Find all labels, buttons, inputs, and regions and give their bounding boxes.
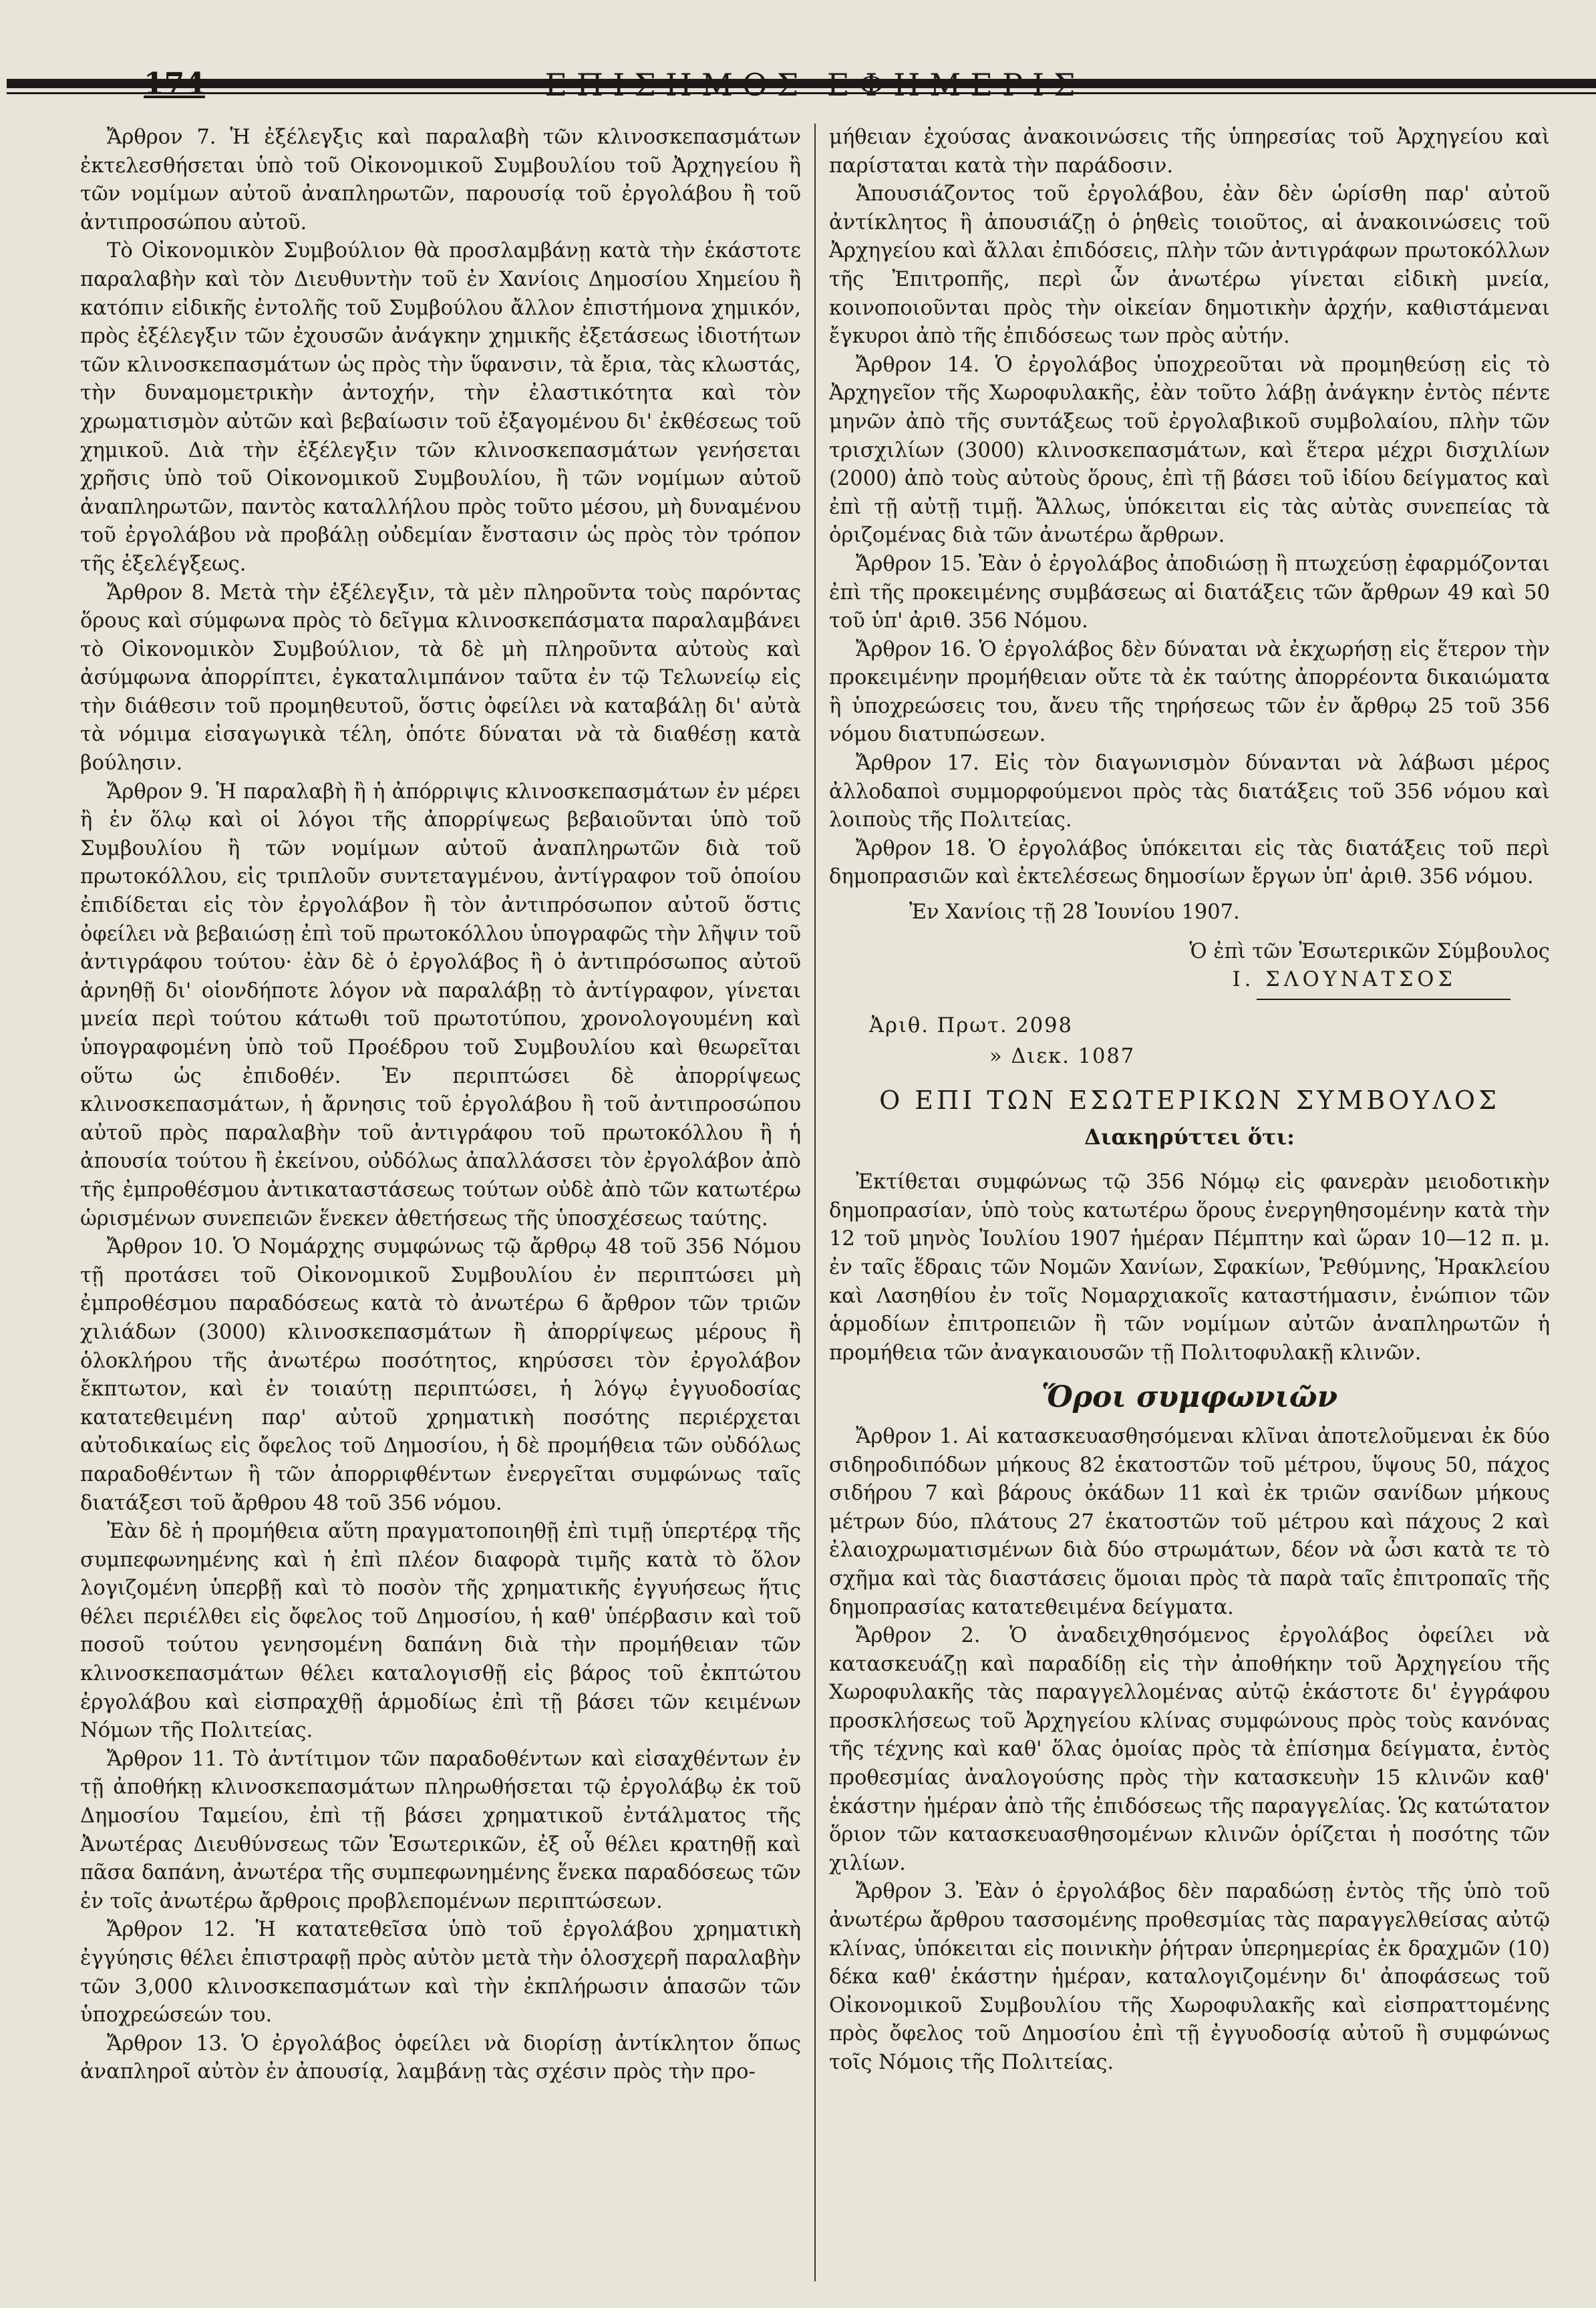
article-15: Ἄρθρον 15. Ἐὰν ὁ ἐργολάβος ἀποδιώσῃ ἢ πτωχεύσῃ ἐφαρμόζονται ἐπὶ τῆς προκειμένης συμβάσεως αἱ διατάξεις τῶν ἄρθρων 49 καὶ 50 τοῦ ὑπ' ἀριθ. 356 Νόμου. (829, 552, 1550, 633)
article-14: Ἄρθρον 14. Ὁ ἐργολάβος ὑποχρεοῦται νὰ προμηθεύσῃ εἰς τὸ Ἀρχηγεῖον τῆς Χωροφυλακῆς, ἐὰν τοῦτο λάβῃ ἀνάγκην ἐντὸς πέντε μηνῶν ἀπὸ τῆς συντάξεως τοῦ ἐργολαβικοῦ συμβολαίου, πλὴν τῶν τρισχιλίων (3000) κλινοσκεπασμάτων, καὶ ἕτερα μέχρι δισχιλίων (2000) ἀπὸ τοὺς αὐτοὺς ὅρους, ἐπὶ τῇ βάσει τοῦ ἰδίου δείγματος καὶ ἐπὶ τῇ αὐτῇ τιμῇ. Ἄλλως, ὑπόκειται εἰς τὰς αὐτὰς συνεπείας τὰ ὁριζομένας διὰ τῶν ἀνωτέρω ἄρθρων. (829, 353, 1550, 548)
article-13-cont: μήθειαν ἐχούσας ἀνακοινώσεις τῆς ὑπηρεσίας τοῦ Ἀρχηγείου καὶ παρίσταται κατὰ τὴν παράδοσιν. (829, 126, 1550, 178)
diekp-number: » Διεκ. 1087 (989, 1045, 1136, 1069)
left-column (80, 124, 814, 2281)
article-8: Ἄρθρον 8. Μετὰ τὴν ἐξέλεγξιν, τὰ μὲν πληροῦντα τοὺς παρόντας ὅρους καὶ σύμφωνα πρὸς τὸ δεῖγμα κλινοσκεπάσματα παραλαμβάνει τὸ Οἰκονομικὸν Συμβούλιον, τὰ δὲ μὴ πληροῦντα αὐτοὺς καὶ ἀσύμφωνα ἀπορρίπτει, ἐγκαταλιμπάνον ταῦτα ἐν τῷ Τελωνείῳ εἰς τὴν διάθεσιν τοῦ προμηθευτοῦ, ὅστις ὀφείλει νὰ καταβάλῃ δι' αὐτὰ τὰ νόμιμα εἰσαγωγικὰ τέλη, ὁπότε δύναται νὰ τὰ διαθέσῃ κατὰ βούλησιν. (80, 581, 801, 776)
article-17: Ἄρθρον 17. Εἰς τὸν διαγωνισμὸν δύνανται νὰ λάβωσι μέρος ἀλλοδαποὶ συμμορφούμενοι πρὸς τὰς διατάξεις τοῦ 356 νόμου καὶ λοιποὺς τῆς Πολιτείας. (829, 752, 1550, 832)
article-7: Ἄρθρον 7. Ἡ ἐξέλεγξις καὶ παραλαβὴ τῶν κλινοσκεπασμάτων ἐκτελεσθήσεται ὑπὸ τοῦ Οἰκονομικοῦ Συμβουλίου τοῦ Ἀρχηγείου ἢ τῶν νομίμων αὐτοῦ ἀναπληρωτῶν, παρουσίᾳ τοῦ ἐργολάβου ἢ τοῦ ἀντιπροσώπου αὐτοῦ. (80, 126, 801, 234)
terms-article-1: Ἄρθρον 1. Αἱ κατασκευασθησόμεναι κλῖναι ἀποτελοῦμεναι ἐκ δύο σιδηροδιπόδων μήκους 82 ἑκατοστῶν τοῦ μέτρου, ὕψους 50, πάχος σιδήρου 7 καὶ βάρους ὀκάδων 11 καὶ ἐκ τριῶν σανίδων μήκους μέτρων δύο, πλάτους 27 ἑκατοστῶν τοῦ μέτρου καὶ πάχους 2 καὶ ἐλαιοχρωματισμένων διὰ δύο στρωμάτων, δέον νὰ ὦσι κατὰ τε τὸ σχῆμα καὶ τὰς διαστάσεις ὅμοιαι πρὸς τὰ παρὰ ταῖς ἐπιτροπαῖς τῆς δημοπρασίας κατατεθειμένα δείγματα. (829, 1424, 1550, 1619)
header-rule-thick (7, 79, 1596, 88)
signature-name: Ι. ΣΛΟΥΝΑΤΣΟΣ (1232, 968, 1456, 992)
signature-place-date: Ἐν Χανίοις τῇ 28 Ἰουνίου 1907. (909, 900, 1240, 925)
article-16: Ἄρθρον 16. Ὁ ἐργολάβος δὲν δύναται νὰ ἐκχωρήσῃ εἰς ἕτερον τὴν προκειμένην προμήθειαν οὔτε τὰ ἐκ ταύτης ἀπορρέοντα δικαιώματα ἢ ὑποχρεώσεις του, ἄνευ τῆς τηρήσεως τῶν ἐν ἄρθρῳ 25 τοῦ 356 νόμου διατυπώσεων. (829, 637, 1550, 747)
signature-role: Ὁ ἐπὶ τῶν Ἐσωτερικῶν Σύμβουλος (1189, 939, 1550, 963)
right-column (816, 124, 1550, 2281)
page-header (80, 40, 1549, 100)
notice-declares: Διακηρύττει ὅτι: (1084, 1124, 1295, 1150)
notice-title: Ο ΕΠΙ ΤΩΝ ΕΣΩΤΕΡΙΚΩΝ ΣΥΜΒΟΥΛΟΣ (879, 1086, 1500, 1115)
article-10-cont: Ἐὰν δὲ ἡ προμήθεια αὕτη πραγματοποιηθῇ ἐπὶ τιμῇ ὑπερτέρᾳ τῆς συμπεφωνημένης καὶ ἡ ἐπὶ πλέον διαφορὰ τιμῆς κατὰ τὸ ὅλον λογιζομένη ὑπερβῇ καὶ τὸ ποσὸν τῆς χρηματικῆς ἐγγυήσεως ἥτις θέλει περιέλθει εἰς ὄφελος τοῦ Δημοσίου, ἡ καθ' ὑπέρβασιν καὶ τοῦ ποσοῦ τούτου γενησομένη δαπάνη διὰ τὴν προμήθειαν τῶν κλινοσκεπασμάτων θέλει καταλογισθῇ εἰς βάρος τοῦ ἐκπτώτου ἐργολάβου καὶ εἰσπραχθῇ ἁρμοδίως ἐπὶ τῇ βάσει τῶν κειμένων Νόμων τῆς Πολιτείας. (80, 1520, 801, 1743)
signature-rule (1257, 999, 1510, 1000)
terms-heading: Ὅροι συμφωνιῶν (1041, 1380, 1338, 1415)
article-10: Ἄρθρον 10. Ὁ Νομάρχης συμφώνως τῷ ἄρθρῳ 48 τοῦ 356 Νόμου τῇ προτάσει τοῦ Οἰκονομικοῦ Συμβουλίου ἐν περιπτώσει μὴ ἐμπροθέσμου παραδόσεως κατὰ τὸ ἀνωτέρω 6 ἄρθρον τῶν τριῶν χιλιάδων (3000) κλινοσκεπασμάτων ἢ ἀπορρίψεως μέρους ἢ ὁλοκλήρου τῆς ἀνωτέρω ποσότητος, κηρύσσει τὸν ἐργολάβον ἔκπτωτον, καὶ ἐν τοιαύτῃ περιπτώσει, ἡ λόγῳ ἐγγυοδοσίας κατατεθειμένη παρ' αὐτοῦ χρηματικὴ ποσότης περιέρχεται αὐτοδικαίως εἰς ὄφελος τοῦ Δημοσίου, ἡ δὲ προμήθεια τῶν οὐδόλως παραδοθέντων ἢ τῶν ἀπορριφθέντων ἐνεργεῖται συμφώνως ταῖς διατάξεσι τοῦ ἄρθρου 48 τοῦ 356 νόμου. (80, 1235, 801, 1515)
article-12: Ἄρθρον 12. Ἡ κατατεθεῖσα ὑπὸ τοῦ ἐργολάβου χρηματικὴ ἐγγύησις θέλει ἐπιστραφῇ πρὸς αὐτὸν μετὰ τὴν ὁλοσχερῆ παραλαβὴν τῶν 3,000 κλινοσκεπασμάτων καὶ τὴν ἐκπλήρωσιν ἁπασῶν τῶν ὑποχρεώσεών του. (80, 1918, 801, 2027)
article-13-absence: Ἀπουσιάζοντος τοῦ ἐργολάβου, ἐὰν δὲν ὡρίσθη παρ' αὐτοῦ ἀντίκλητος ἢ ἀπουσιάζῃ ὁ ῥηθεὶς τοιοῦτος, αἱ ἀνακοινώσεις τοῦ Ἀρχηγείου καὶ ἄλλαι ἐπιδόσεις, πλὴν τῶν ἀντιγράφων πρωτοκόλλων τῆς Ἐπιτροπῆς, περὶ ὧν ἀνωτέρω γίνεται εἰδικὴ μνεία, κοινοποιοῦνται πρὸς τὴν οἰκείαν δημοτικὴν ἀρχήν, καθιστάμεναι ἔγκυροι ἀπὸ τῆς ἐπιδόσεως των πρὸς αὐτήν. (829, 182, 1550, 349)
header-rule-thin (7, 92, 1596, 94)
article-11: Ἄρθρον 11. Τὸ ἀντίτιμον τῶν παραδοθέντων καὶ εἰσαχθέντων ἐν τῇ ἀποθήκῃ κλινοσκεπασμάτων πληρωθήσεται τῷ ἐργολάβῳ ἐκ τοῦ Δημοσίου Ταμείου, ἐπὶ τῇ βάσει χρηματικοῦ ἐντάλματος τῆς Ἀνωτέρας Διευθύνσεως τῶν Ἐσωτερικῶν, ἐξ οὗ θέλει κρατηθῇ καὶ πᾶσα δαπάνη, ἀνωτέρα τῆς συμπεφωνημένης ἕνεκα παραδόσεως τῶν ἐν τοῖς ἀνωτέρω ἄρθροις προβλεπομένων περιπτώσεων. (80, 1747, 801, 1913)
notice-text: Ἐκτίθεται συμφώνως τῷ 356 Νόμῳ εἰς φανερὰν μειοδοτικὴν δημοπρασίαν, ὑπὸ τοὺς κατωτέρω ὅρους ἐνεργηθησομένην κατὰ τὴν 12 τοῦ μηνὸς Ἰουλίου 1907 ἡμέραν Πέμπτην καὶ ὥραν 10—12 π. μ. ἐν ταῖς ἕδραις τῶν Νομῶν Χανίων, Σφακίων, Ῥεθύμνης, Ἡρακλείου καὶ Λασηθίου ἐν τοῖς Νομαρχιακοῖς καταστήμασιν, ἐνώπιον τῶν ἁρμοδίων ἐπιτροπειῶν ἢ τῶν νομίμων αὐτῶν ἀναπληρωτῶν ἡ προμήθεια τῶν ἀναγκαιουσῶν τῇ Πολιτοφυλακῇ κλινῶν. (829, 1170, 1550, 1365)
article-18: Ἄρθρον 18. Ὁ ἐργολάβος ὑπόκειται εἰς τὰς διατάξεις τοῦ περὶ δημοπρασιῶν καὶ ἐκτελέσεως δημοσίων ἔργων ὑπ' ἀριθ. 356 νόμου. (829, 836, 1550, 889)
text-columns (80, 124, 1550, 2281)
article-9: Ἄρθρον 9. Ἡ παραλαβὴ ἢ ἡ ἀπόρριψις κλινοσκεπασμάτων ἐν μέρει ἢ ἐν ὅλῳ καὶ οἱ λόγοι τῆς ἀπορρίψεως βεβαιοῦνται ὑπὸ τοῦ Συμβουλίου ἢ τῶν νομίμων αὐτοῦ ἀναπληρωτῶν διὰ τοῦ πρωτοκόλλου, εἰς τριπλοῦν συντεταγμένου, ἀντίγραφον τοῦ ὁποίου ἐπιδίδεται εἰς τὸν ἐργολάβον ἢ τὸν ἀντιπρόσωπον αὐτοῦ ὅστις ὀφείλει νὰ βεβαιώσῃ ἐπὶ τοῦ πρωτοκόλλου ὑπογραφῶς τὴν λῆψιν τοῦ ἀντιγράφου τούτου· ἐὰν δὲ ὁ ἐργολάβος ἢ ὁ ἀντιπρόσωπος αὐτοῦ ἀρνηθῇ δι' οἱονδήποτε λόγον νὰ παραλάβῃ τὸ ἀντίγραφον, γίνεται μνεία περὶ τούτου κάτωθι τοῦ πρωτοτύπου, χρονολογουμένη καὶ ὑπογραφομένη ὑπὸ τοῦ Προέδρου τοῦ Συμβουλίου καὶ θεωρεῖται οὕτω ὡς ἐπιδοθέν. Ἐν περιπτώσει δὲ ἀπορρίψεως κλινοσκεπασμάτων, ἡ ἄρνησις τοῦ ἐργολάβου ἢ τοῦ ἀντιπροσώπου αὐτοῦ πρὸς παραλαβὴν τοῦ ἀντιγράφου τοῦ πρωτοκόλλου ἢ ἡ ἀπουσία τούτου ἢ ἐκείνου, οὐδόλως ἀπαλλάσσει τὸν ἐργολάβον ἀπὸ τῆς ἐμπροθέσμου ἀντικαταστάσεως τούτων οὐδὲ ἀπὸ τῶν κατωτέρω ὡρισμένων συνεπειῶν ἕνεκεν ἀθετήσεως τῆς ὑποσχέσεως ταύτης. (80, 780, 801, 1230)
article-7-chemist: Τὸ Οἰκονομικὸν Συμβούλιον θὰ προσλαμβάνῃ κατὰ τὴν ἑκάστοτε παραλαβὴν καὶ τὸν Διευθυντὴν τοῦ ἐν Χανίοις Δημοσίου Χημείου ἢ κατόπιν εἰδικῆς ἐντολῆς τοῦ Συμβούλου ἄλλον ἐπιστήμονα χημικόν, πρὸς ἐξέλεγξιν τῶν ἐχουσῶν ἀνάγκην χημικῆς ἐξετάσεως ἰδιοτήτων τῶν κλινοσκεπασμάτων ὡς πρὸς τὴν ὕφανσιν, τὰ ἔρια, τὰς κλωστάς, τὴν δυναμομετρικὴν ἀντοχήν, τὴν ἐλαστικότητα καὶ τὸν χρωματισμὸν αὐτῶν καὶ βεβαίωσιν τοῦ ἐξαγομένου δι' ἐκθέσεως τοῦ χημικοῦ. Διὰ τὴν ἐξέλεγξιν τῶν κλινοσκεπασμάτων γενήσεται χρῆσις ὑπὸ τοῦ Οἰκονομικοῦ Συμβουλίου, ἢ τῶν νομίμων αὐτοῦ ἀναπληρωτῶν, παντὸς καταλλήλου πρὸς τοῦτο μέσου, μὴ δυναμένου τοῦ ἐργολάβου νὰ προβάλῃ οὐδεμίαν ἔνστασιν ὡς πρὸς τὸν τρόπον τῆς ἐξελέγξεως. (80, 239, 801, 576)
terms-article-2: Ἄρθρον 2. Ὁ ἀναδειχθησόμενος ἐργολάβος ὀφείλει νὰ κατασκευάζῃ καὶ παραδίδῃ εἰς τὴν ἀποθήκην τοῦ Ἀρχηγείου τῆς Χωροφυλακῆς τὰς παραγγελλομένας αὐτῷ ἑκάστοτε δι' ἐγγράφου προσκλήσεως τοῦ Ἀρχηγείου κλίνας συμφώνους πρὸς τοὺς κανόνας τῆς τέχνης καὶ καθ' ὅλας ὁμοίας πρὸς τὰ ἐπίσημα δείγματα, ἐντὸς προθεσμίας ἀναλογούσης πρὸς τὴν κατασκευὴν 15 κλινῶν καθ' ἑκάστην ἡμέραν ἀπὸ τῆς ἐπιδόσεως τῆς παραγγελίας. Ὡς κατώτατον ὅριον τῶν κατασκευασθησομένων κλινῶν ὁρίζεται ἡ ποσότης τῶν χιλίων. (829, 1624, 1550, 1875)
terms-article-3: Ἄρθρον 3. Ἐὰν ὁ ἐργολάβος δὲν παραδώσῃ ἐντὸς τῆς ὑπὸ τοῦ ἀνωτέρω ἄρθρου τασσομένης προθεσμίας τὰς παραγγελθείσας αὐτῷ κλίνας, ὑπόκειται εἰς ποινικὴν ῥήτραν ὑπερημερίας ἐκ δραχμῶν (10) δέκα καθ' ἑκάστην ἡμέραν, καταλογιζομένην δι' ἀποφάσεως τοῦ Οἰκονομικοῦ Συμβουλίου τῆς Χωροφυλακῆς καὶ εἰσπραττομένης πρὸς ὄφελος τοῦ Δημοσίου ἐπὶ τῇ ἐγγυοδοσίᾳ αὐτοῦ ἢ συμφώνως τοῖς Νόμοις τῆς Πολιτείας. (829, 1880, 1550, 2074)
article-13: Ἄρθρον 13. Ὁ ἐργολάβος ὀφείλει νὰ διορίσῃ ἀντίκλητον ὅπως ἀναπληροῖ αὐτὸν ἐν ἀπουσίᾳ, λαμβάνῃ τὰς σχέσιν πρὸς τὴν προ- (80, 2031, 801, 2084)
protocol-number: Ἀριθ. Πρωτ. 2098 (869, 1013, 1073, 1037)
